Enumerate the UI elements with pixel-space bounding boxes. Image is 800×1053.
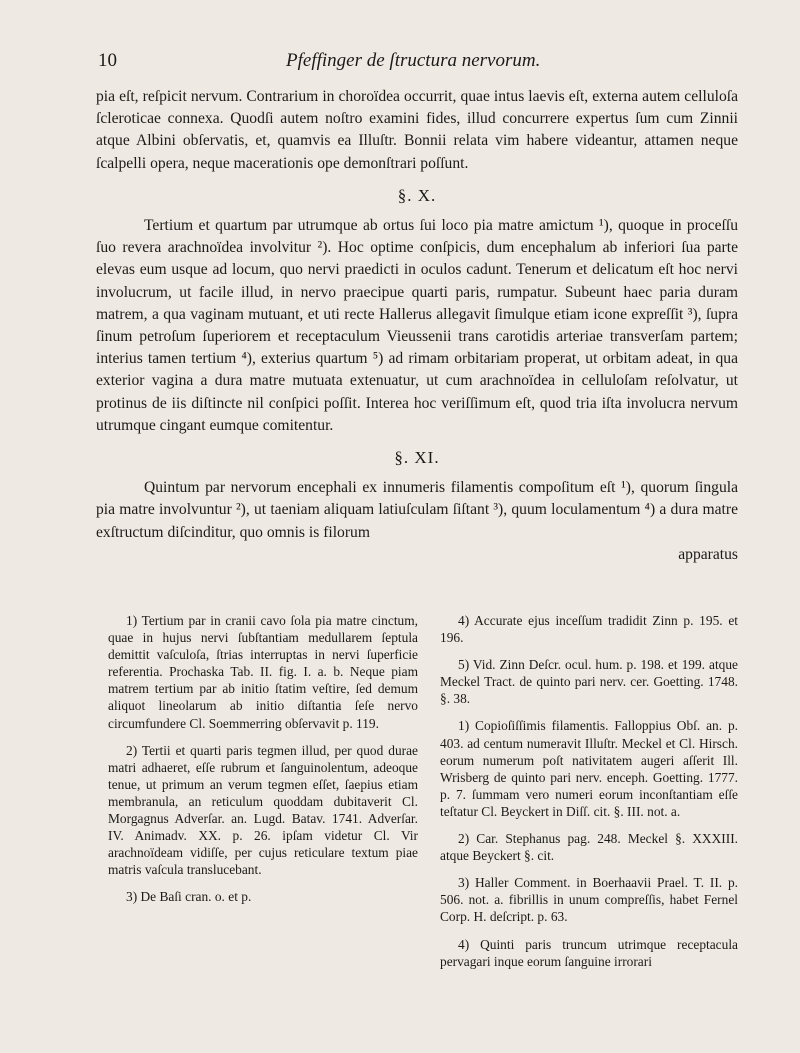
footnote: 1) Copioſiſſimis filamentis. Falloppius Obſ. an. p. 403. ad centum numeravit Illuſtr. Meckel et Cl. Hirsch. eorum numerum poſt nativitatem augeri aſſerit Ill. Wrisberg de quinto pari nerv. enceph. Goetting. 1777. p. 7. ſummam vero numeri eorum inconſtantiam eſſe teſtatur Cl. Beyckert in Diſſ. cit. §. III. not. a. [440, 718, 738, 819]
running-title: Pfeffinger de ſtructura nervorum. [286, 50, 541, 71]
paragraph-section-xi: Quintum par nervorum encephali ex innumeris filamentis compoſitum eſt ¹), quorum ſingula pia matre involvuntur ²), ut taeniam aliquam latiuſculam ſiſtant ³), quum loculamentum ⁴) a dura matre exſtructum diſcinditur, quo omnis is filorum [96, 479, 738, 541]
footnote: 4) Accurate ejus inceſſum tradidit Zinn p. 195. et 196. [440, 613, 738, 646]
catchword: apparatus [678, 545, 738, 563]
page-header [98, 50, 738, 76]
footnotes-right-column [440, 612, 738, 980]
footnote: 3) Haller Comment. in Boerhaavii Prael. T. II. p. 506. not. a. fibrillis in unum compreſſis, habet Fernel Corp. H. deſcript. p. 63. [440, 875, 738, 925]
main-text [96, 86, 738, 566]
footnote: 2) Tertii et quarti paris tegmen illud, per quod durae matri adhaeret, eſſe rubrum et ſanguinolentum, adeoque tenue, ut primum an verum tegmen eſſet, ſaepius etiam membranula, an reticulum quoddam dubitaverit Cl. Morgagnus Adverſar. an. Lugd. Batav. 1741. Adverſar. IV. Animadv. XX. p. 26. ipſam videtur Cl. Vir arachnoïdeam vidiſſe, per cujus reticulare textum piae matris vaſcula translucebant. [108, 742, 418, 878]
footnote: 1) Tertium par in cranii cavo ſola pia matre cinctum, quae in hujus nervi ſubſtantiam medullarem ſeptula demittit vaſculoſa, ſtrias interruptas in nervi ſuperficie referentia. Prochaska Tab. II. fig. I. a. b. Neque piam matrem tertium par ab initio ſtatim veſtire, ſed demum aliquot lineolarum ab initio diſtantia ſeſe nervo circumfundere Cl. Soemmerring obſervavit p. 119. [108, 613, 418, 731]
paragraph-section-x: Tertium et quartum par utrumque ab ortus ſui loco pia matre amictum ¹), quoque in proceſſu ſuo revera arachnoïdea involvitur ²). Hoc optime conſpicis, dum encephalum ab inferiori ſua parte elevas eum usque ad locum, quo nervi praedicti in oculos cadunt. Tenerum et delicatum eſt hoc nervi involucrum, ut facile illud, in nervo praecipue quarti paris, rumpatur. Subeunt haec paria duram matrem, a qua vaginam mutuant, et uti recte Hallerus allegavit ſimulque etiam icone expreſſit ³), ſupra ſinum petroſum ſuperiorem et receptaculum Vieussenii trans carotidis arteriae transverſam partem; interius tamen tertium ⁴), exterius quartum ⁵) ad rimam orbitariam properat, ut orbitam adeat, in qua exterior vagina a dura matre mutuata extenuatur, ut cum arachnoïdea in celluloſam reſolvatur, ut protinus de iis diſtincte nil conſpici poſſit. Interea hoc veriſſimum eſt, quod tria iſta involucra nervum utrumque cingant eumque comitentur. [96, 217, 738, 434]
section-heading-xi: §. XI. [394, 448, 440, 468]
footnotes-left-column [108, 612, 418, 916]
page-number: 10 [98, 50, 117, 71]
footnote: 3) De Baſi cran. o. et p. [126, 889, 252, 905]
footnote: 5) Vid. Zinn Deſcr. ocul. hum. p. 198. et 199. atque Meckel Tract. de quinto pari nerv. cer. Goetting. 1748. §. 38. [440, 657, 738, 707]
footnote: 4) Quinti paris truncum utrimque receptacula pervagari inque eorum ſanguine irrorari [440, 936, 738, 969]
footnote: 2) Car. Stephanus pag. 248. Meckel §. XXXIII. atque Beyckert §. cit. [440, 831, 738, 864]
paragraph-continued: pia eſt, reſpicit nervum. Contrarium in choroïdea occurrit, quae intus laevis eſt, externa autem celluloſa ſcleroticae connexa. Quodſi autem noſtro examini fides, illud concurrere expertus ſum cum Zinnii atque Albini obſervatis, et, quamvis ea Illuſtr. Bonnii relata vim habere videantur, attamen neque ſcalpelli opera, neque macerationis ope demonſtrari poſſunt. [96, 88, 738, 172]
section-heading-x: §. X. [397, 185, 437, 205]
